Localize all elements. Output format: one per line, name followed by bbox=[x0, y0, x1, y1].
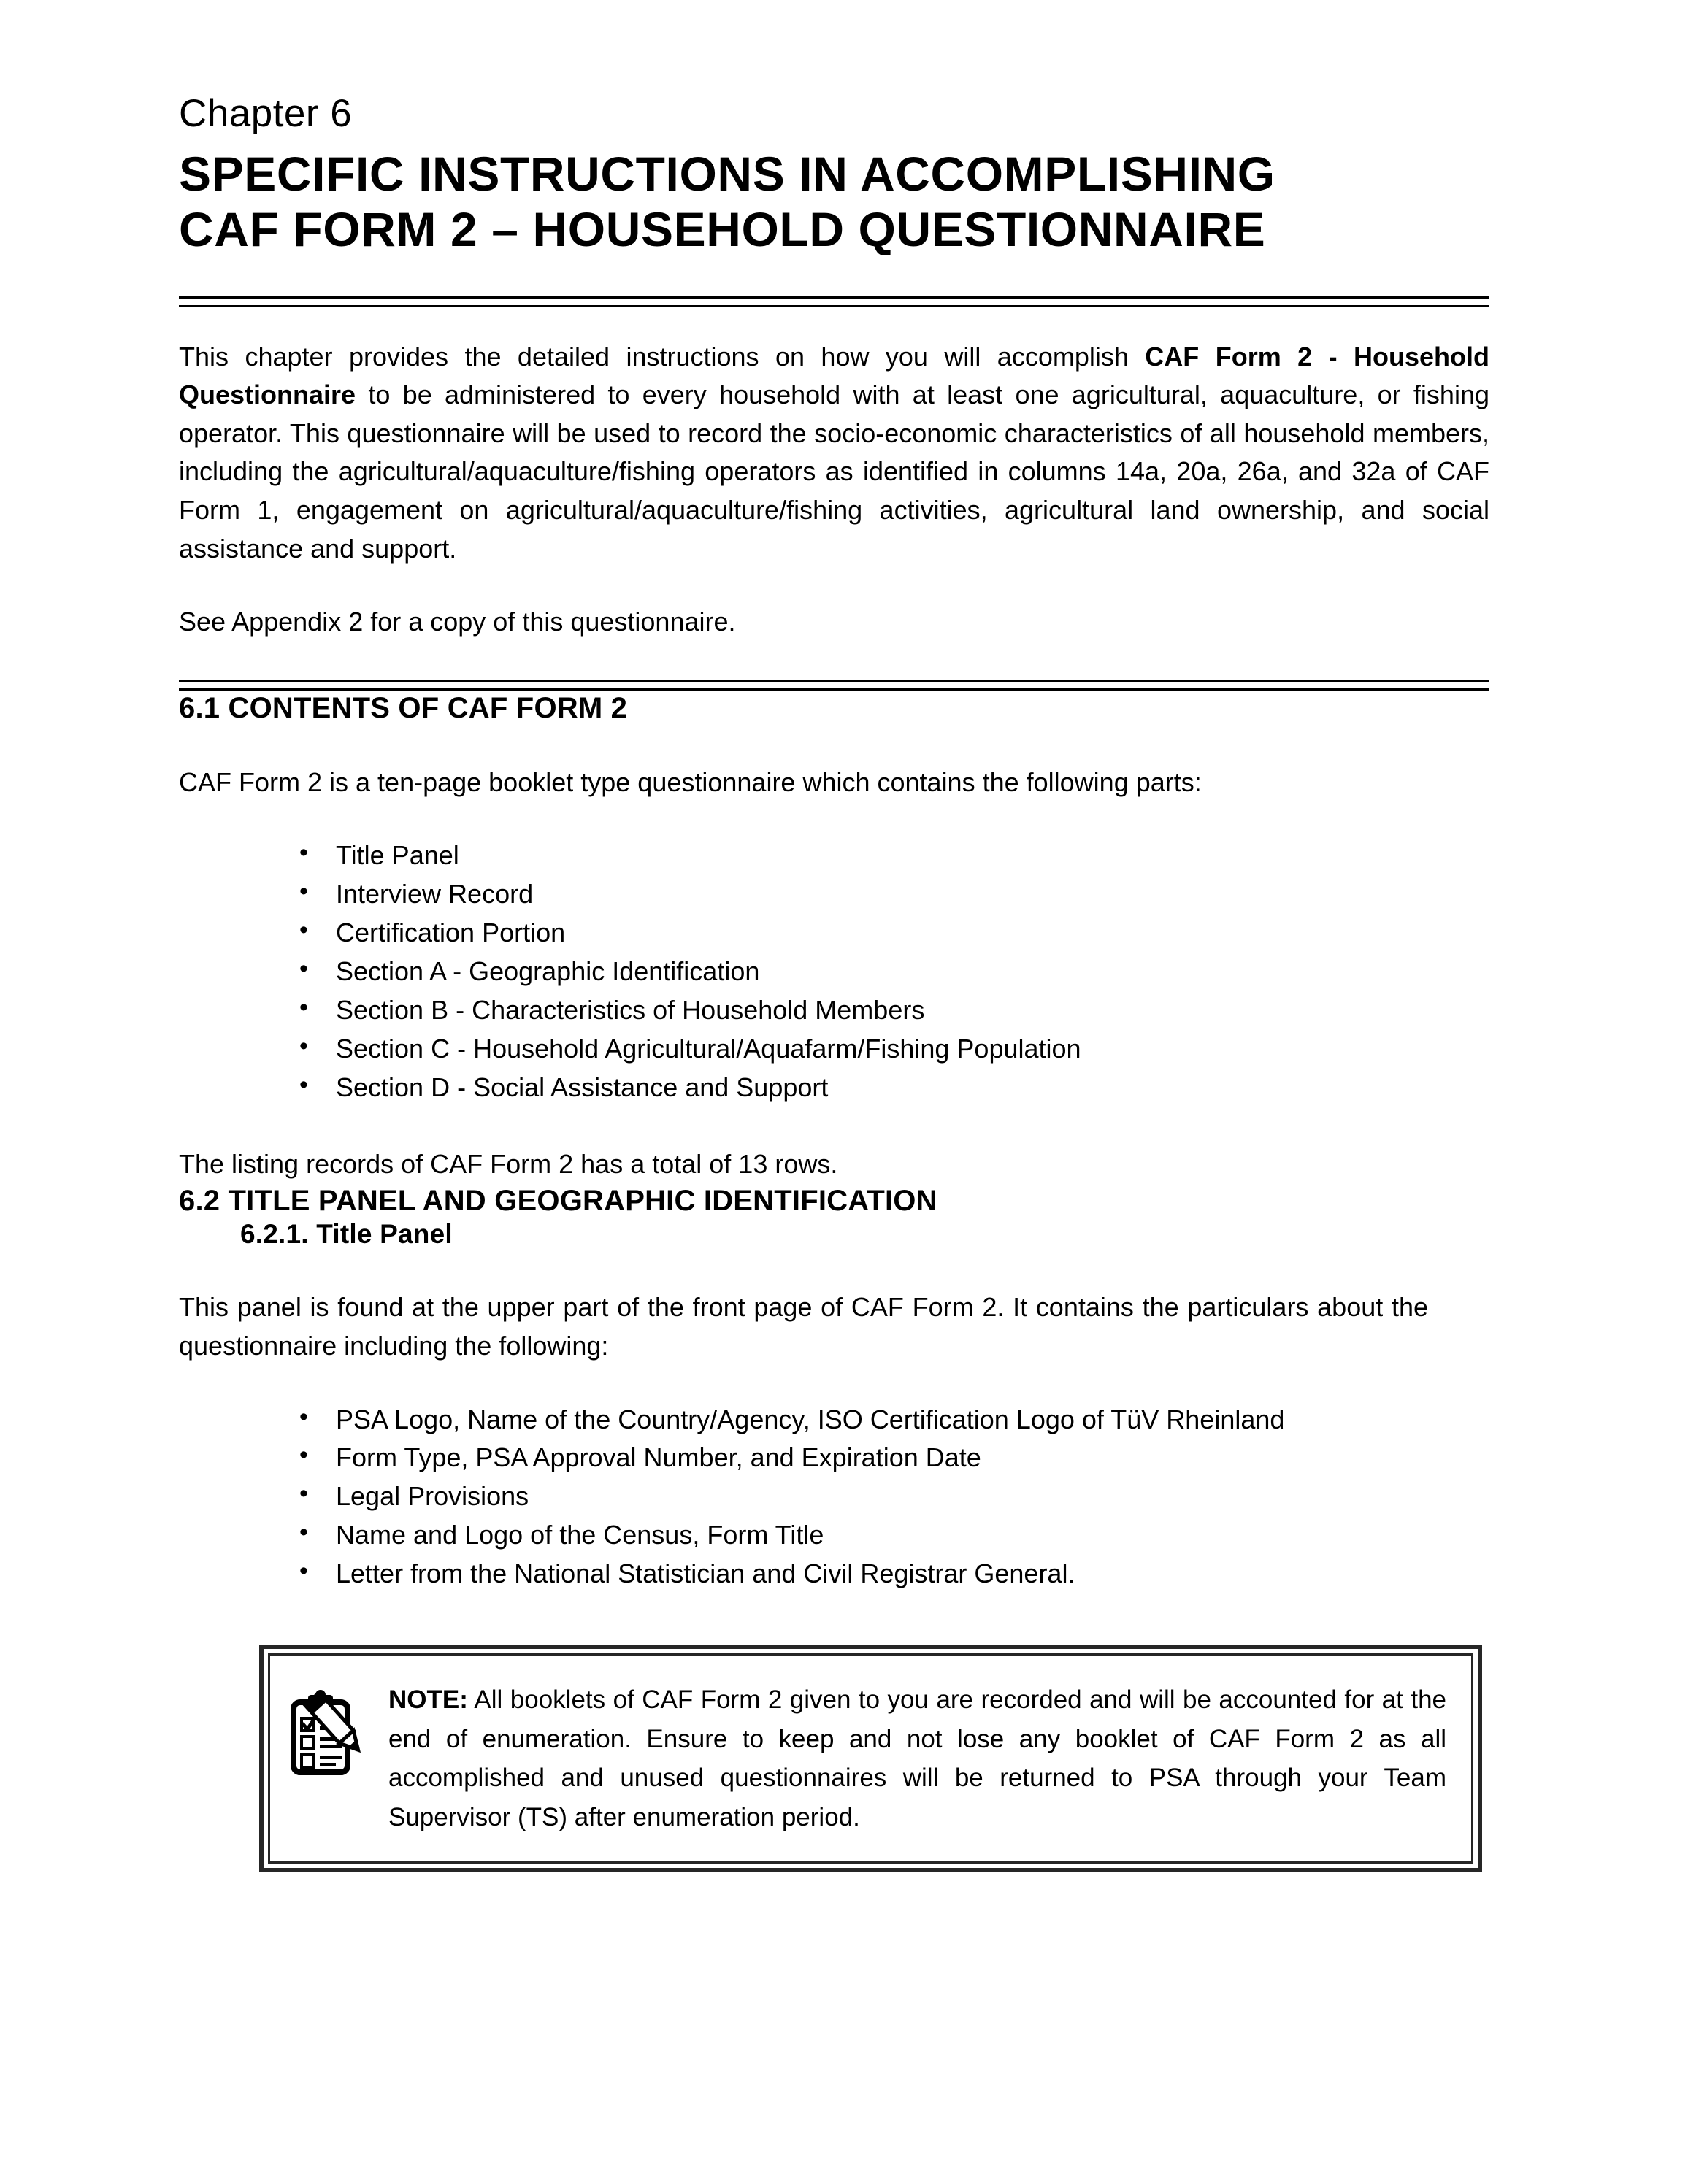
note-box-inner bbox=[268, 1653, 1473, 1864]
section-heading-6-2: 6.2 TITLE PANEL AND GEOGRAPHIC IDENTIFICATION bbox=[179, 1185, 937, 1218]
list-item: • Title Panel bbox=[299, 837, 1489, 875]
see-appendix-paragraph: See Appendix 2 for a copy of this questionnaire. bbox=[179, 607, 736, 637]
list-item: • Certification Portion bbox=[299, 914, 1489, 953]
section-6-1-closing: The listing records of CAF Form 2 has a total of 13 rows. bbox=[179, 1148, 838, 1179]
note-body: All booklets of CAF Form 2 given to you are recorded and will be accounted for at the end of enumeration. Ensure to keep and not lose any booklet of CAF Form 2 as all accomplished and unused questionnaires will be returned to PSA through your Team Supervisor (TS) after enumeration period. bbox=[388, 1685, 1446, 1831]
list-item: • Name and Logo of the Census, Form Title bbox=[299, 1516, 1489, 1555]
page-title: SPECIFIC INSTRUCTIONS IN ACCOMPLISHING CAF FORM 2 – HOUSEHOLD QUESTIONNAIRE bbox=[179, 147, 1275, 256]
subsection-6-2-1-intro: This panel is found at the upper part of the front page of CAF Form 2. It contains the particulars about the questionnaire including the following: bbox=[179, 1292, 1428, 1361]
list-item: • Section C - Household Agricultural/Aquafarm/Fishing Population bbox=[299, 1030, 1489, 1069]
clipboard-pencil-icon bbox=[291, 1689, 371, 1775]
note-text bbox=[388, 1680, 1446, 1837]
section-heading-6-1: 6.1 CONTENTS OF CAF FORM 2 bbox=[179, 691, 628, 724]
title-panel-bullet-list bbox=[299, 1401, 1489, 1594]
subsection-heading-6-2-1: 6.2.1. Title Panel bbox=[240, 1219, 453, 1250]
intro-text-part-2: to be administered to every household with at least one agricultural, aquaculture, or fishing operator. This questionnaire will be used to record the socio-economic characteristics of all household members, including the agricultural/aquaculture/fishing operators as identified in columns 14a, 20a, 26a, and 32a of CAF Form 1, engagement on agricultural/aquaculture/fishing activities, agricultural land ownership, and social assistance and support. bbox=[179, 380, 1489, 564]
note-box bbox=[259, 1645, 1482, 1872]
list-item: • Form Type, PSA Approval Number, and Expiration Date bbox=[299, 1439, 1489, 1477]
content-column bbox=[179, 0, 1489, 1872]
list-item: • Legal Provisions bbox=[299, 1477, 1489, 1516]
list-item: • Section B - Characteristics of Household Members bbox=[299, 991, 1489, 1030]
intro-bold-form-name: CAF Form 2 - Household Questionnaire bbox=[179, 341, 1490, 410]
list-item: • Interview Record bbox=[299, 875, 1489, 914]
note-label: NOTE: bbox=[388, 1685, 468, 1715]
list-item: • Section A - Geographic Identification bbox=[299, 953, 1489, 991]
contents-bullet-list bbox=[299, 837, 1489, 1107]
section-6-1-intro: CAF Form 2 is a ten-page booklet type questionnaire which contains the following parts: bbox=[179, 766, 1202, 797]
list-item: • PSA Logo, Name of the Country/Agency, ISO Certification Logo of TüV Rheinland bbox=[299, 1401, 1489, 1439]
intro-text-part-1: This chapter provides the detailed instructions on how you will accomplish bbox=[179, 341, 1146, 372]
chapter-label: Chapter 6 bbox=[179, 92, 353, 135]
intro-paragraph bbox=[179, 338, 1489, 568]
divider-bottom bbox=[179, 680, 1489, 691]
divider-top bbox=[179, 296, 1489, 307]
list-item: • Letter from the National Statistician and Civil Registrar General. bbox=[299, 1555, 1489, 1593]
list-item: • Section D - Social Assistance and Support bbox=[299, 1069, 1489, 1107]
